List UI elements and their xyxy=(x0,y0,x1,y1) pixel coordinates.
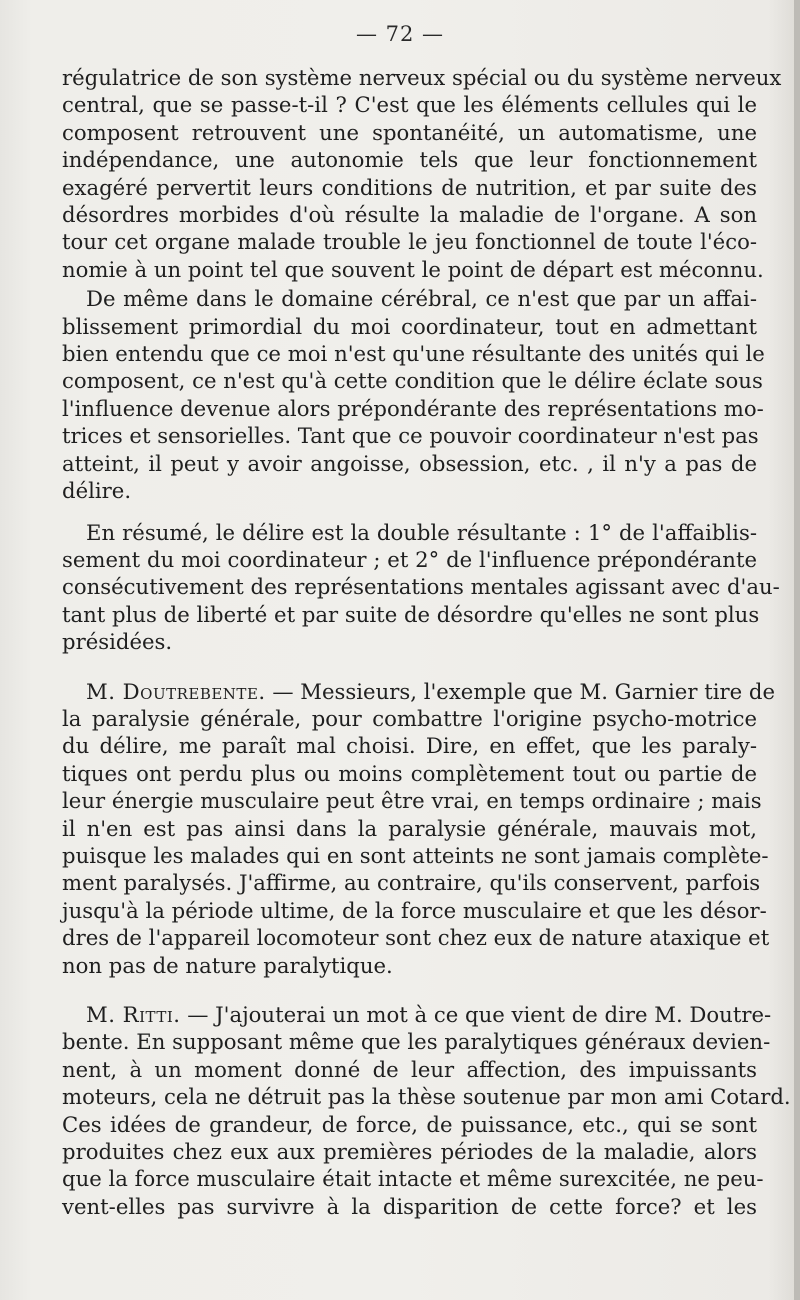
text-line: non pas de nature paralytique. xyxy=(62,952,393,978)
text-line: bente. En supposant même que les paralytiques généraux devien- xyxy=(62,1029,771,1055)
text-line: leur énergie musculaire peut être vrai, en temps ordinaire ; mais xyxy=(62,788,762,814)
text-line: sement du moi coordinateur ; et 2° de l'influence prépondérante xyxy=(62,546,757,572)
page-edge-shadow xyxy=(794,0,800,1300)
text-line: De même dans le domaine cérébral, ce n'est que par un affai- xyxy=(86,286,757,312)
text-line: composent retrouvent une spontanéité, un automatisme, une xyxy=(62,119,757,145)
text-line: il n'en est pas ainsi dans la paralysie générale, mauvais mot, xyxy=(62,815,757,841)
text-line xyxy=(86,1001,772,1028)
text-line: régulatrice de son système nerveux spécial ou du système nerveux xyxy=(62,65,782,90)
text-line: ment paralysés. J'affirme, au contraire, qu'ils conservent, parfois xyxy=(62,870,761,896)
text-fragment: — J'ajouterai un mot à ce que vient de dire M. Doutre- xyxy=(180,1002,772,1027)
text-line: nomie à un point tel que souvent le point de départ est méconnu. xyxy=(62,256,764,282)
text-line: trices et sensorielles. Tant que ce pouvoir coordinateur n'est pas xyxy=(62,423,759,449)
text-line: produites chez eux aux premières périodes de la maladie, alors xyxy=(62,1139,757,1165)
speaker-name: M. Ritti. xyxy=(86,1002,181,1027)
text-line: vent-elles pas survivre à la disparition de cette force? et les xyxy=(62,1193,757,1219)
text-line: atteint, il peut y avoir angoisse, obsession, etc. , il n'y a pas de xyxy=(62,450,757,476)
text-line: tour cet organe malade trouble le jeu fonctionnel de toute l'éco- xyxy=(62,229,757,255)
text-line: désordres morbides d'où résulte la maladie de l'organe. A son xyxy=(62,202,757,228)
paragraph-1 xyxy=(62,64,782,283)
paragraph-2 xyxy=(62,285,765,504)
paragraph-doutrebente xyxy=(62,678,775,979)
text-line: central, que se passe-t-il ? C'est que les éléments cellules qui le xyxy=(62,92,757,118)
text-fragment: — Messieurs, l'exemple que M. Garnier tire de xyxy=(265,678,775,704)
text-line: tiques ont perdu plus ou moins complètement tout ou partie de xyxy=(62,760,757,786)
paragraph-3 xyxy=(62,519,780,656)
text-line: présidées. xyxy=(62,629,173,655)
text-line: blissement primordial du moi coordinateur, tout en admettant xyxy=(62,313,757,339)
paragraph-ritti xyxy=(62,1001,791,1220)
text-line: dres de l'appareil locomoteur sont chez eux de nature ataxique et xyxy=(62,925,770,951)
text-line: la paralysie générale, pour combattre l'origine psycho-motrice xyxy=(62,705,757,731)
text-line: que la force musculaire était intacte et même surexcitée, ne peu- xyxy=(62,1166,764,1192)
text-line: bien entendu que ce moi n'est qu'une résultante des unités qui le xyxy=(62,341,765,367)
speaker-name: M. Doutrebente. xyxy=(86,678,266,704)
text-line: du délire, me paraît mal choisi. Dire, en effet, que les paraly- xyxy=(62,733,757,759)
text-line: puisque les malades qui en sont atteints ne sont jamais complète- xyxy=(62,842,769,868)
text-line: Ces idées de grandeur, de force, de puissance, etc., qui se sont xyxy=(62,1111,757,1137)
text-line: indépendance, une autonomie tels que leur fonctionnement xyxy=(62,147,757,173)
text-line xyxy=(86,678,775,705)
text-line: tant plus de liberté et par suite de désordre qu'elles ne sont plus xyxy=(62,601,760,627)
text-line: l'influence devenue alors prépondérante des représentations mo- xyxy=(62,395,764,421)
page-text xyxy=(62,64,791,1220)
text-line: nent, à un moment donné de leur affection, des impuissants xyxy=(62,1056,757,1082)
text-line: délire. xyxy=(62,478,132,504)
text-line: exagéré pervertit leurs conditions de nutrition, et par suite des xyxy=(62,174,757,200)
text-line: moteurs, cela ne détruit pas la thèse soutenue par mon ami Cotard. xyxy=(62,1084,791,1110)
text-line: composent, ce n'est qu'à cette condition que le délire éclate sous xyxy=(62,368,763,394)
page-number: — 72 — xyxy=(355,22,445,46)
text-line: consécutivement des représentations mentales agissant avec d'au- xyxy=(62,574,780,600)
text-line: En résumé, le délire est la double résultante : 1° de l'affaiblis- xyxy=(86,519,757,545)
text-line: jusqu'à la période ultime, de la force musculaire et que les désor- xyxy=(62,897,767,923)
